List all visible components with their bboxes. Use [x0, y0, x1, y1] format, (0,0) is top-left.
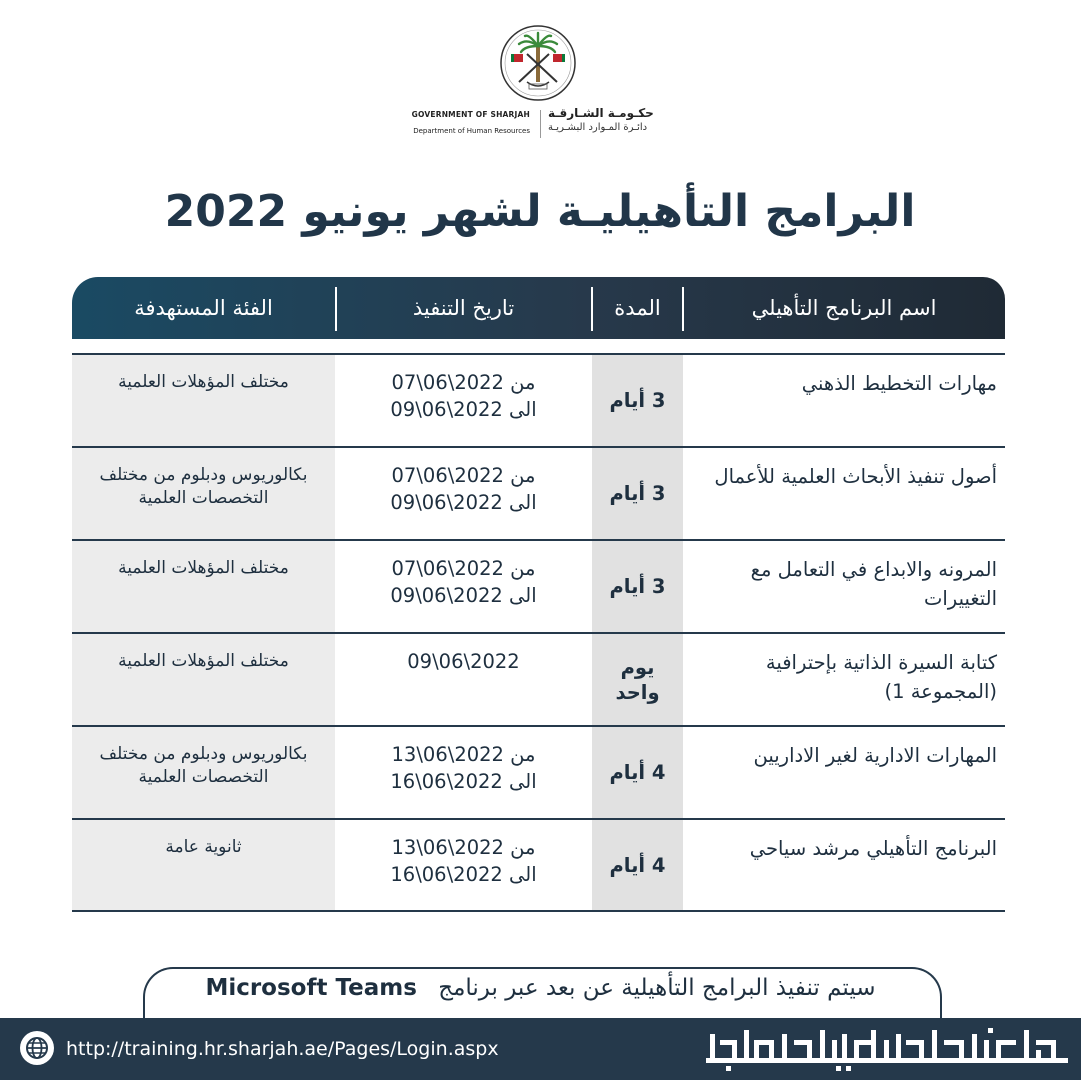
program-cell: [683, 634, 1005, 725]
target-cell: [72, 634, 335, 725]
target-text: بكالوريوس ودبلوم من مختلف التخصصات العلمية: [99, 465, 308, 508]
note-arabic-text: سيتم تنفيذ البرامج التأهيلية عن بعد عبر برنامج: [438, 975, 876, 1001]
duration-text: 3 أيام: [609, 482, 666, 505]
gov-ar-label: حكـومـة الشـارقـة: [548, 106, 654, 120]
duration-cell: [592, 634, 683, 725]
target-cell: [72, 355, 335, 446]
dept-ar-label: دائـرة المـوارد البشـريـة: [548, 122, 648, 133]
date-text: من 2022\06\13 الى 2022\06\16: [390, 836, 537, 886]
date-text: من 2022\06\07 الى 2022\06\09: [390, 464, 537, 514]
program-text: أصول تنفيذ الأبحاث العلمية للأعمال: [714, 465, 997, 488]
table-row: [72, 539, 1005, 632]
training-portal-link[interactable]: http://training.hr.sharjah.ae/Pages/Login.aspx: [66, 1038, 499, 1060]
column-header-duration: المدة: [614, 296, 661, 320]
dept-en-label: Department of Human Resources: [413, 127, 530, 135]
target-cell: [72, 541, 335, 632]
target-text: ثانوية عامة: [165, 837, 242, 857]
target-text: مختلف المؤهلات العلمية: [118, 558, 289, 578]
duration-cell: [592, 727, 683, 818]
date-text: من 2022\06\07 الى 2022\06\09: [390, 557, 537, 607]
program-cell: [683, 355, 1005, 446]
note-app-name: Microsoft Teams: [205, 975, 417, 1001]
target-cell: [72, 820, 335, 910]
duration-text: 3 أيام: [609, 389, 666, 412]
date-cell: [335, 355, 592, 446]
duration-cell: [592, 355, 683, 446]
note-text: [143, 975, 938, 1001]
gov-name-en: [400, 110, 530, 135]
date-cell: [335, 820, 592, 910]
duration-text: يوم واحد: [615, 655, 660, 704]
duration-cell: [592, 820, 683, 910]
column-header-date: تاريخ التنفيذ: [412, 296, 515, 320]
target-text: مختلف المؤهلات العلمية: [118, 372, 289, 392]
date-cell: [335, 634, 592, 725]
target-cell: [72, 727, 335, 818]
table-row: [72, 353, 1005, 446]
program-text: البرنامج التأهيلي مرشد سياحي: [749, 837, 997, 860]
program-text: المرونه والابداع في التعامل مع التغييرات: [750, 558, 997, 610]
gov-en-label: GOVERNMENT OF SHARJAH: [411, 110, 530, 119]
target-text: بكالوريوس ودبلوم من مختلف التخصصات العلمية: [99, 744, 308, 787]
program-cell: [683, 820, 1005, 910]
table-row: [72, 446, 1005, 539]
duration-text: 4 أيام: [609, 853, 666, 877]
gov-name-ar: [548, 106, 673, 133]
gov-divider: [540, 110, 541, 138]
date-cell: [335, 448, 592, 539]
page-title: البرامج التأهيليـة لشهر يونيو 2022: [164, 186, 916, 237]
date-text: من 2022\06\07 الى 2022\06\09: [390, 371, 537, 421]
program-text: كتابة السيرة الذاتية بإحترافية (المجموعة 1): [765, 651, 997, 703]
date-text: 2022\06\09: [407, 650, 520, 673]
date-text: من 2022\06\13 الى 2022\06\16: [390, 743, 537, 793]
globe-icon: [20, 1031, 54, 1065]
program-text: المهارات الادارية لغير الاداريين: [753, 744, 997, 767]
dept-hr-logo: [706, 1026, 1068, 1072]
sharjah-emblem-icon: [499, 24, 577, 102]
duration-cell: [592, 541, 683, 632]
program-text: مهارات التخطيط الذهني: [801, 372, 997, 395]
table-row: [72, 818, 1005, 912]
target-cell: [72, 448, 335, 539]
duration-cell: [592, 448, 683, 539]
target-text: مختلف المؤهلات العلمية: [118, 651, 289, 671]
date-cell: [335, 541, 592, 632]
program-cell: [683, 541, 1005, 632]
date-cell: [335, 727, 592, 818]
program-cell: [683, 448, 1005, 539]
header-divider: [682, 287, 684, 331]
column-header-target: الفئة المستهدفة: [134, 296, 273, 320]
duration-text: 4 أيام: [609, 761, 666, 784]
header-divider: [335, 287, 337, 331]
duration-text: 3 أيام: [609, 575, 666, 598]
program-cell: [683, 727, 1005, 818]
table-row: [72, 725, 1005, 818]
table-row: [72, 632, 1005, 725]
column-header-program: اسم البرنامج التأهيلي: [751, 296, 937, 320]
header-divider: [591, 287, 593, 331]
